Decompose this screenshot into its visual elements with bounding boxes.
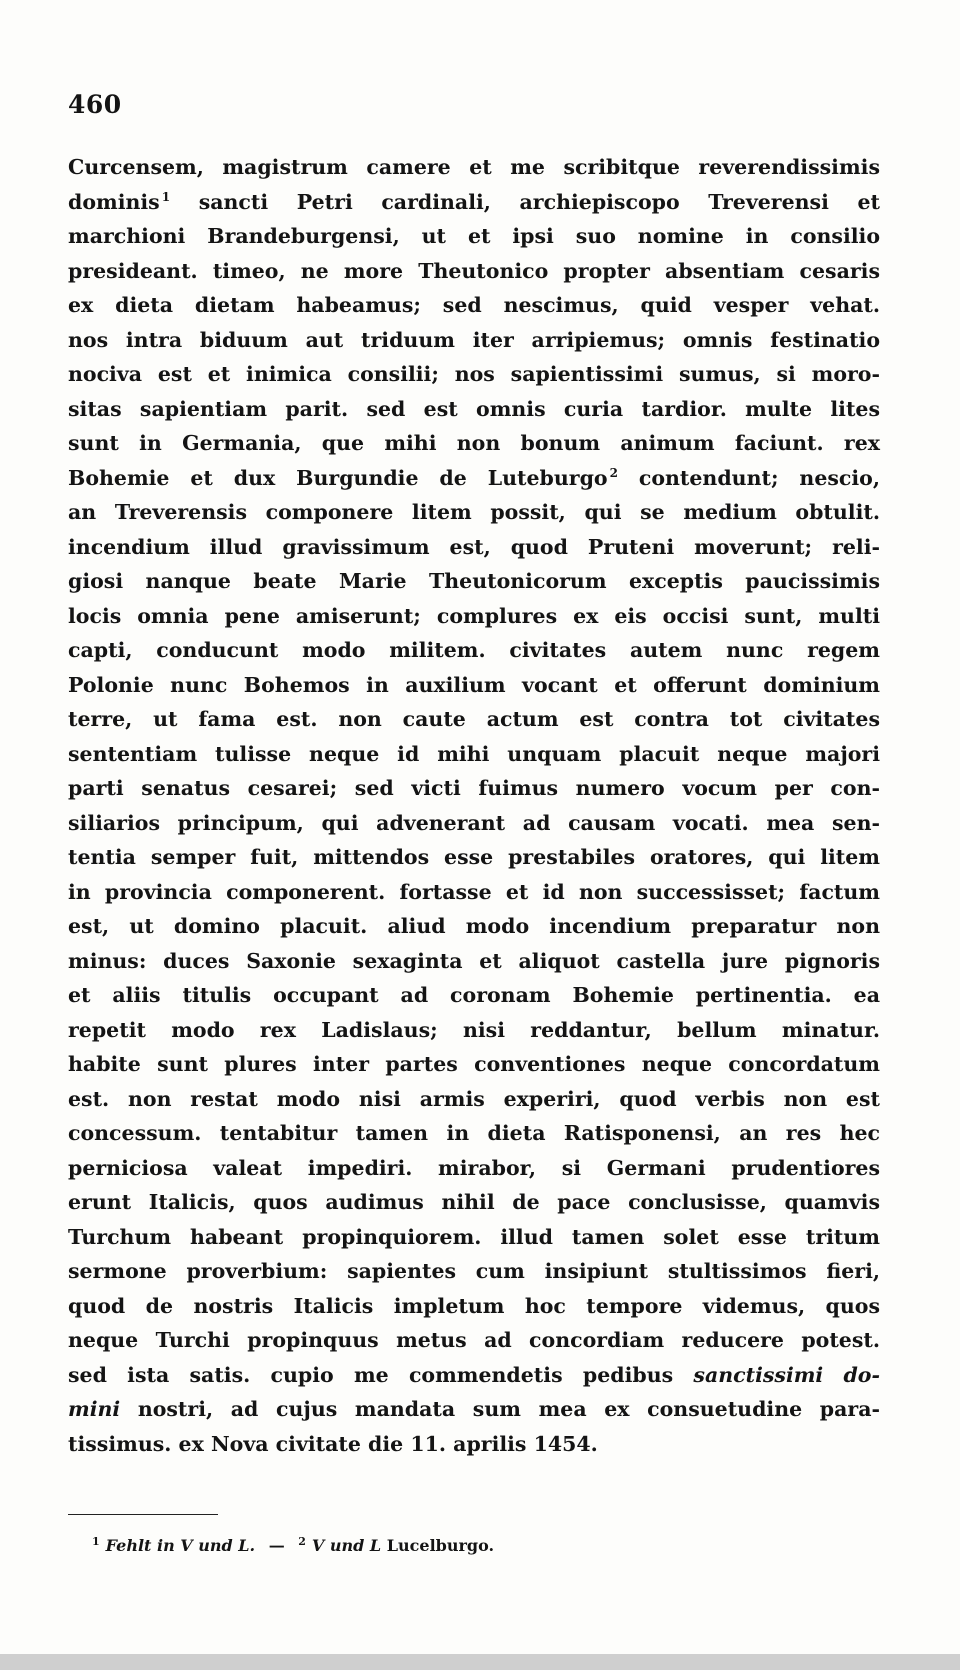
text-line	[68, 185, 880, 220]
footnote-1-marker: 1	[92, 1535, 100, 1548]
text-line: Turchum habeant propinquiorem. illud tamen solet esse tritum	[68, 1224, 880, 1249]
text-line: tentia semper fuit, mittendos esse prestabiles oratores, qui litem	[68, 845, 880, 869]
text-line: habite sunt plures inter partes conventiones neque concordatum	[68, 1052, 880, 1076]
footnote-reference: 2	[609, 465, 618, 480]
text-line: locis omnia pene amiserunt; complures ex eis occisi sunt, multi	[68, 603, 880, 628]
text-segment: sed ista satis. cupio me commendetis pedibus	[68, 1362, 694, 1387]
text-segment: sancti Petri cardinali, archiepiscopo Treverensi et	[170, 189, 880, 214]
text-line: est, ut domino placuit. aliud modo incendium preparatur non	[68, 914, 880, 938]
text-line: minus: duces Saxonie sexaginta et aliquot castella jure pignoris	[68, 948, 880, 973]
footnote-separator: —	[268, 1536, 285, 1555]
text-line	[68, 1392, 880, 1427]
footnotes	[92, 1536, 494, 1555]
text-line: an Treverensis componere litem possit, qui se medium obtulit.	[68, 500, 880, 524]
text-segment: nostri, ad cujus mandata sum mea ex consuetudine para-	[120, 1397, 880, 1421]
letter-body-text	[68, 150, 880, 1461]
text-line: giosi nanque beate Marie Theutonicorum exceptis paucissimis	[68, 569, 880, 593]
text-line	[68, 1358, 880, 1393]
footnote-rule	[68, 1514, 218, 1515]
text-line: siliarios principum, qui advenerant ad causam vocati. mea sen-	[68, 810, 880, 835]
footnote-1-text: Fehlt in V und L.	[105, 1536, 256, 1555]
text-segment: Bohemie et dux Burgundie de Luteburgo	[68, 465, 608, 490]
text-line: repetit modo rex Ladislaus; nisi reddantur, bellum minatur.	[68, 1017, 880, 1042]
footnote-1	[92, 1536, 261, 1555]
text-line: erunt Italicis, quos audimus nihil de pace conclusisse, quamvis	[68, 1190, 880, 1214]
text-line: Polonie nunc Bohemos in auxilium vocant et offerunt dominium	[68, 672, 880, 697]
text-line: sitas sapientiam parit. sed est omnis curia tardior. multe lites	[68, 396, 880, 421]
text-segment: contendunt; nescio,	[617, 465, 880, 490]
text-line: sunt in Germania, que mihi non bonum animum faciunt. rex	[68, 431, 880, 455]
text-line: capti, conducunt modo militem. civitates autem nunc regem	[68, 638, 880, 662]
text-line: Curcensem, magistrum camere et me scribitque reverendissimis	[68, 155, 880, 179]
text-line: parti senatus cesarei; sed victi fuimus numero vocum per con-	[68, 776, 880, 800]
text-line	[68, 461, 880, 496]
text-line: neque Turchi propinquus metus ad concordiam reducere potest.	[68, 1328, 880, 1352]
text-line: sermone proverbium: sapientes cum insipiunt stultissimos fieri,	[68, 1259, 880, 1283]
text-line: in provincia componerent. fortasse et id non successisset; factum	[68, 879, 880, 904]
footnote-2-sigla: V und L	[311, 1536, 382, 1555]
text-line: nociva est et inimica consilii; nos sapientissimi sumus, si moro-	[68, 362, 880, 386]
text-line: incendium illud gravissimum est, quod Pruteni moverunt; reli-	[68, 534, 880, 559]
footnote-reference: 1	[161, 189, 171, 204]
text-line: perniciosa valeat impediri. mirabor, si Germani prudentiores	[68, 1155, 880, 1180]
scan-bottom-edge	[0, 1654, 960, 1670]
text-line: tissimus. ex Nova civitate die 11. aprilis 1454.	[68, 1431, 598, 1456]
text-line: sententiam tulisse neque id mihi unquam placuit neque majori	[68, 741, 880, 766]
text-segment: dominis	[68, 189, 160, 214]
text-line: est. non restat modo nisi armis experiri, quod verbis non est	[68, 1086, 880, 1111]
page-number: 460	[68, 90, 122, 119]
text-line: nos intra biduum aut triduum iter arripiemus; omnis festinatio	[68, 327, 880, 352]
text-line: concessum. tentabitur tamen in dieta Ratisponensi, an res hec	[68, 1121, 880, 1145]
text-line: quod de nostris Italicis impletum hoc tempore videmus, quos	[68, 1293, 880, 1318]
text-line: marchioni Brandeburgensi, ut et ipsi suo nomine in consilio	[68, 224, 880, 248]
text-line: presideant. timeo, ne more Theutonico propter absentiam cesaris	[68, 258, 880, 283]
footnote-2-text: Lucelburgo.	[381, 1536, 495, 1555]
italic-text: sanctissimi do-	[693, 1362, 880, 1387]
text-line: et aliis titulis occupant ad coronam Bohemie pertinentia. ea	[68, 983, 880, 1007]
footnote-2	[298, 1536, 494, 1555]
italic-text: mini	[68, 1397, 121, 1421]
text-line: terre, ut fama est. non caute actum est contra tot civitates	[68, 707, 880, 731]
footnote-2-marker: 2	[298, 1535, 306, 1548]
text-line: ex dieta dietam habeamus; sed nescimus, quid vesper vehat.	[68, 293, 880, 317]
